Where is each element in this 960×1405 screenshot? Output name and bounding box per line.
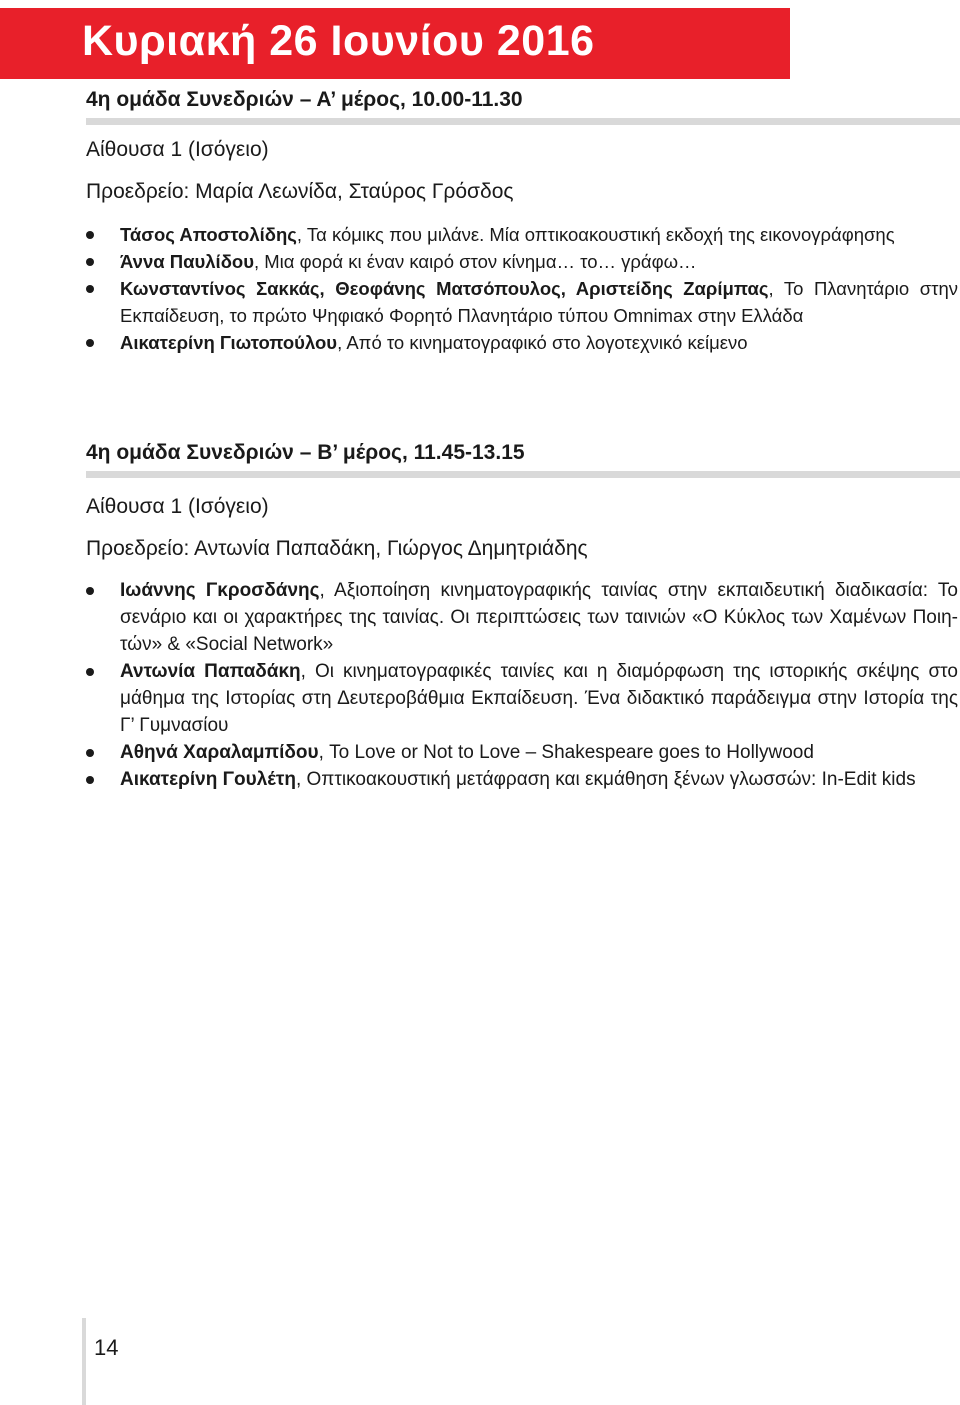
talk-list [86,221,958,356]
talk-author: Αικατερίνη Γιωτοπούλου [120,332,338,353]
talk-item [86,766,958,793]
divider [86,118,960,125]
talk-title: , Από το κινηματογραφικό στο λογοτεχνικό κείμενο [337,332,748,353]
talk-author: Κωνσταντίνος Σακκάς, Θεοφάνης Ματσόπουλος, Αριστείδης Ζαρίμπας [120,278,769,299]
talk-title: , Μια φορά κι έναν καιρό στον κίνημα… το… γράφω… [253,251,697,272]
chairs-label: Προεδρείο: Μαρία Λεωνίδα, Σταύρος Γρόσδος [86,180,514,203]
page-number: 14 [94,1335,119,1360]
talk-author: Τάσος Αποστολίδης [120,224,297,245]
chairs-label: Προεδρείο: Αντωνία Παπαδάκη, Γιώργος Δημητριάδης [86,537,588,560]
bullet-icon [86,749,94,757]
bullet-icon [86,285,94,293]
bullet-icon [86,339,94,347]
divider [86,471,960,478]
date-title: Κυριακή 26 Ιουνίου 2016 [82,17,595,65]
talk-list [86,577,958,793]
talk-item [86,248,958,275]
talk-title: , Οπτικοακουστική μετάφραση και εκμάθηση ξένων γλωσσών: In-Edit kids [295,769,916,790]
talk-title: , Το Πλανητάριο στην Εκπαίδευση, το πρώτο Ψηφιακό Φορητό Πλανητάριο τύπου Omnimax στην Ελλάδα [120,278,958,326]
bullet-icon [86,668,94,676]
talk-author: Αθηνά Χαραλαμπίδου [120,742,319,763]
talk-author: Ιωάννης Γκροσδάνης [120,580,320,601]
talk-item [86,329,958,356]
bullet-icon [86,587,94,595]
talk-title: , To Love or Not to Love – Shakespeare goes to Hollywood [318,742,814,763]
bullet-icon [86,776,94,784]
talk-author: Αντωνία Παπαδάκη [120,661,301,682]
talk-item [86,275,958,329]
talk-item [86,658,958,739]
talk-author: Άννα Παυλίδου [120,251,254,272]
date-banner [0,8,790,79]
talk-item [86,221,958,248]
talk-title: , Οι κινηματογραφικές ταινίες και η διαμόρφωση της ιστορικής σκέψης στο μάθημα της Ιστορίας στη Δευτεροβάθμια Εκπαίδευση. Ένα διδακτικό παράδειγμα στην Ιστορία της Γ’ Γυμνασίου [120,661,958,736]
talk-item [86,577,958,658]
session-header: 4η ομάδα Συνεδριών – Β’ μέρος, 11.45-13.15 [86,441,525,464]
talk-title: , Αξιοποίηση κινηματογραφικής ταινίας στην εκπαιδευτική διαδικασία: Το σενάριο και οι χαρακτήρες της ταινίας. Οι περιπτώσεις των ταινιών «Ο Κύκλος των Χαμένων Ποιη-τών» & «Social Network» [120,580,958,655]
session-header: 4η ομάδα Συνεδριών – Α’ μέρος, 10.00-11.30 [86,88,523,111]
room-label: Αίθουσα 1 (Ισόγειο) [86,138,269,161]
room-label: Αίθουσα 1 (Ισόγειο) [86,495,269,518]
page-number-bar [82,1318,86,1405]
bullet-icon [86,258,94,266]
talk-title: , Τα κόμικς που μιλάνε. Μία οπτικοακουστική εκδοχή της εικονογράφησης [296,224,895,245]
bullet-icon [86,231,94,239]
talk-item [86,739,958,766]
talk-author: Αικατερίνη Γουλέτη [120,769,296,790]
